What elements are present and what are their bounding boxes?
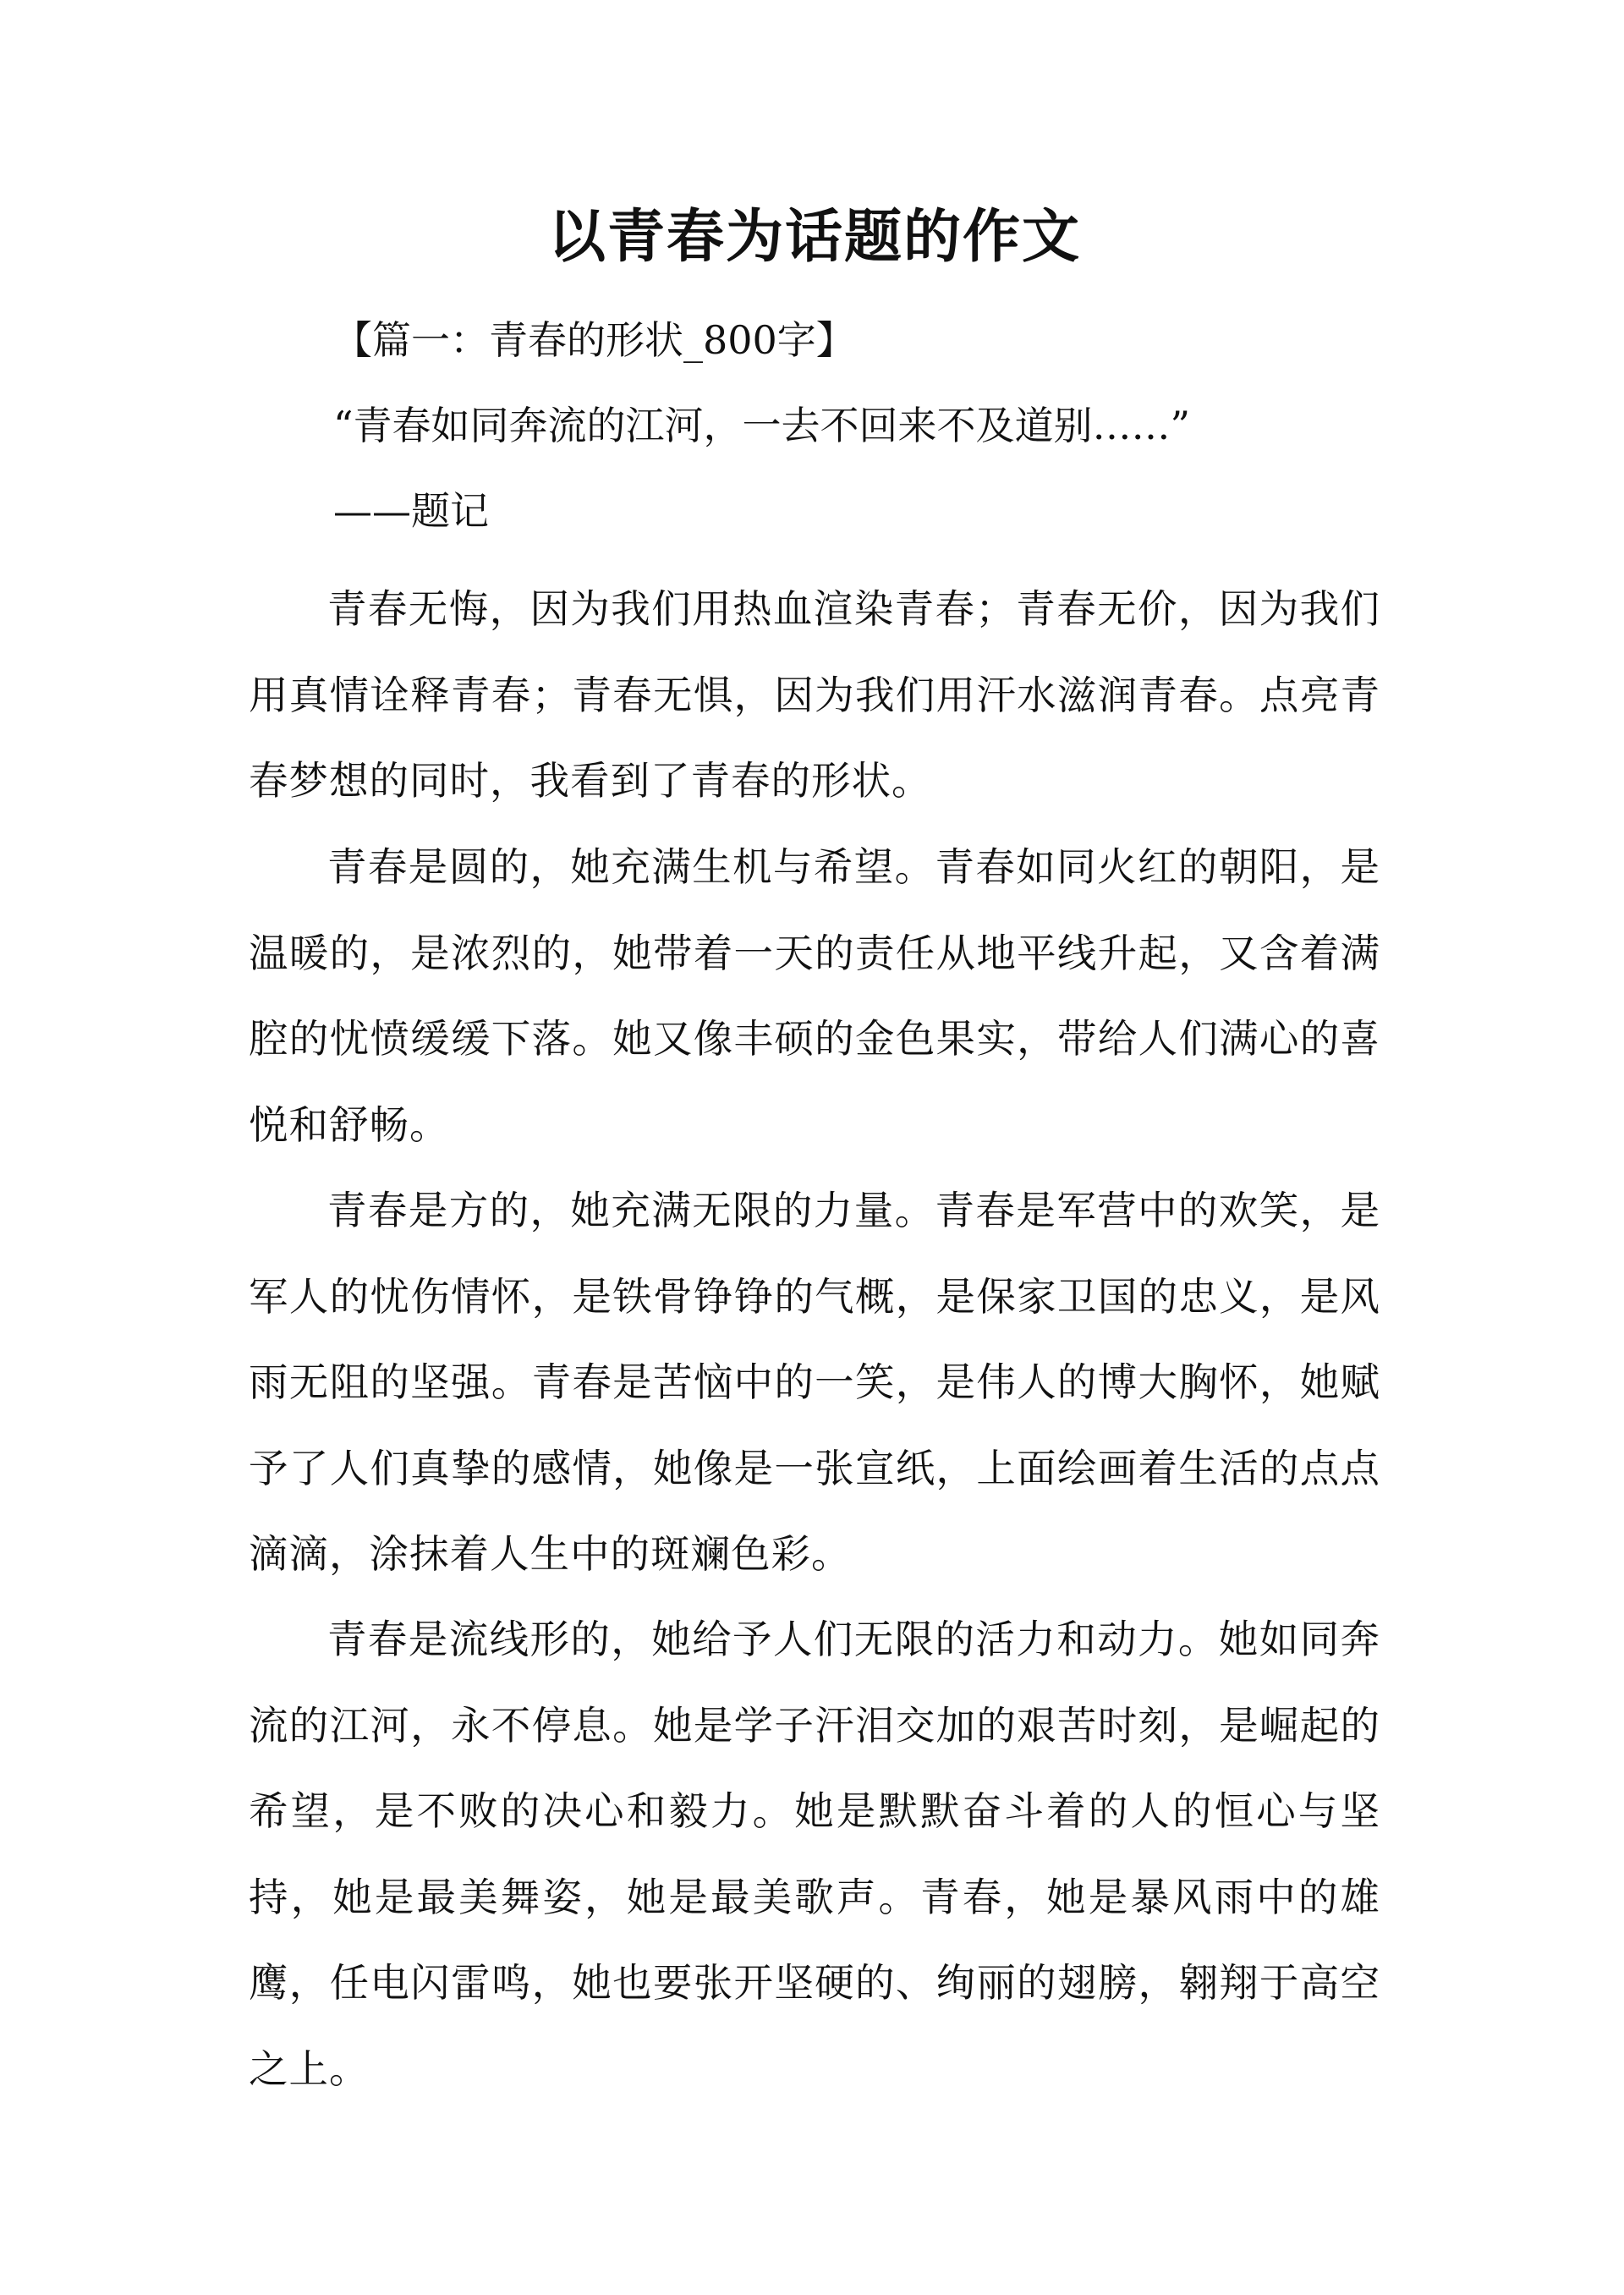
paragraph-4: 青春是流线形的，她给予人们无限的活力和动力。她如同奔流的江河，永不停息。她是学子汗泪交加的艰苦时刻，是崛起的希望，是不败的决心和毅力。她是默默奋斗着的人的恒心与坚持，她是最美舞姿，她是最美歌声。青春，她是暴风雨中的雄鹰，任电闪雷鸣，她也要张开坚硬的、绚丽的翅膀，翱翔于高空之上。 [249, 1617, 1380, 2092]
section-heading: 【篇一：青春的形状_800字】 [333, 317, 855, 363]
document-title: 以青春为话题的作文 [547, 204, 1081, 271]
paragraph-1: 青春无悔，因为我们用热血渲染青春；青春无价，因为我们用真情诠释青春；青春无惧，因为我们用汗水滋润青春。点亮青春梦想的同时，我看到了青春的形状。 [249, 586, 1380, 804]
paragraph-2: 青春是圆的，她充满生机与希望。青春如同火红的朝阳，是温暖的，是浓烈的，她带着一天的责任从地平线升起，又含着满腔的忧愤缓缓下落。她又像丰硕的金色果实，带给人们满心的喜悦和舒畅。 [249, 844, 1380, 1148]
epigraph: “青春如同奔流的江河，一去不回来不及道别……” [333, 403, 1191, 448]
epigraph-attribution: ——题记 [333, 488, 489, 534]
paragraph-3: 青春是方的，她充满无限的力量。青春是军营中的欢笑，是军人的忧伤情怀，是铁骨铮铮的气概，是保家卫国的忠义，是风雨无阻的坚强。青春是苦恼中的一笑，是伟人的博大胸怀，她赋予了人们真挚的感情，她像是一张宣纸，上面绘画着生活的点点滴滴，涂抹着人生中的斑斓色彩。 [249, 1188, 1380, 1577]
